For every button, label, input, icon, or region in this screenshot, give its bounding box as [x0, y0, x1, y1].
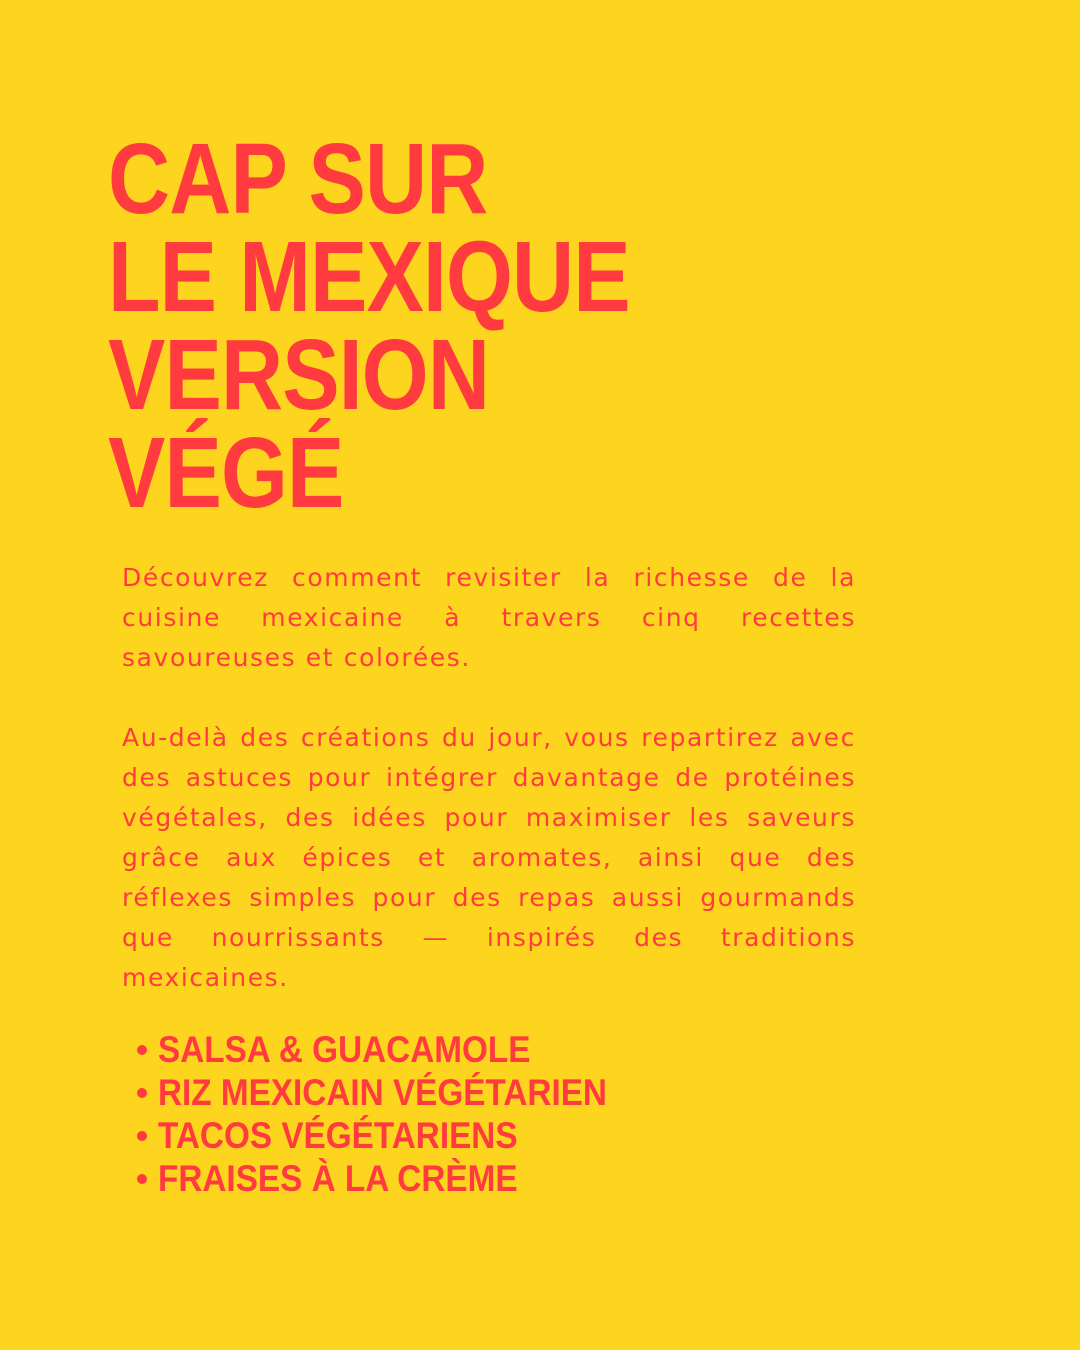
recipe-item [137, 1071, 657, 1114]
intro-paragraph: Au-delà des créations du jour, vous repartirez avec des astuces pour intégrer davantage de protéines végétales, des idées pour maximiser les saveurs grâce aux épices et aromates, ainsi que des réflexes simples pour des repas aussi gourmands que nourrissants — inspirés des traditions mexicaines. [122, 723, 856, 992]
headline-line: LE MEXIQUE [108, 221, 630, 333]
headline-line: CAP SUR [108, 123, 488, 235]
recipe-label: SALSA & GUACAMOLE [158, 1029, 531, 1070]
headline [108, 123, 630, 529]
intro-paragraph: Découvrez comment revisiter la richesse de la cuisine mexicaine à travers cinq recettes savoureuses et colorées. [122, 563, 856, 672]
recipe-label: RIZ MEXICAIN VÉGÉTARIEN [158, 1072, 607, 1113]
intro-text [122, 558, 856, 998]
headline-line: VÉGÉ [108, 417, 344, 529]
bullet-dot-icon [137, 1131, 147, 1141]
recipe-label: TACOS VÉGÉTARIENS [158, 1115, 518, 1156]
headline-line: VERSION [108, 319, 490, 431]
recipe-item [137, 1028, 657, 1071]
bullet-dot-icon [137, 1174, 147, 1184]
bullet-dot-icon [137, 1045, 147, 1055]
recipe-item [137, 1157, 657, 1200]
recipe-item [137, 1114, 657, 1157]
recipe-label: FRAISES À LA CRÈME [158, 1158, 518, 1199]
bullet-dot-icon [137, 1088, 147, 1098]
recipe-list [137, 1028, 657, 1200]
